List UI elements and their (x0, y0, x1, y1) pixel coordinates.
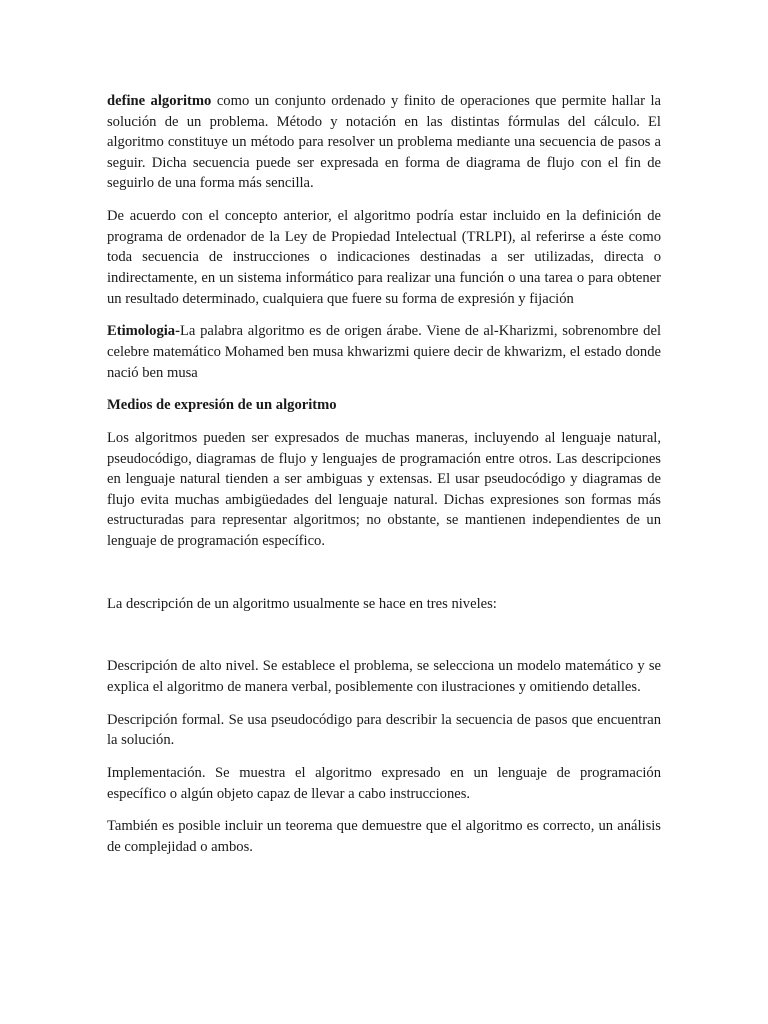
theorem-text: También es posible incluir un teorema que demuestre que el algoritmo es correcto, un análisis de complejidad o ambos. (107, 818, 661, 855)
definition-lead: define algoritmo (107, 93, 212, 109)
definition-text: como un conjunto ordenado y finito de operaciones que permite hallar la solución de un problema. Método y notación en las distintas fórmulas del cálculo. El algoritmo constituye un método para resolver un problema mediante una secuencia de pasos a seguir. Dicha secuencia puede ser expresada en forma de diagrama de flujo con el fin de seguirlo de una forma más sencilla. (107, 93, 661, 192)
paragraph-expression-means (107, 428, 661, 552)
paragraph-high-level (107, 656, 661, 697)
etymology-text: La palabra algoritmo es de origen árabe. Viene de al-Kharizmi, sobrenombre del celebre matemático Mohamed ben musa khwarizmi quiere decir de khwarizm, el estado donde nació ben musa (107, 323, 661, 381)
implementation-text: Implementación. Se muestra el algoritmo expresado en un lenguaje de programación específico o algún objeto capaz de llevar a cabo instrucciones. (107, 764, 661, 802)
paragraph-definition (107, 91, 661, 194)
expression-means-text: Los algoritmos pueden ser expresados de muchas maneras, incluyendo al lenguaje natural, pseudocódigo, diagramas de flujo y lenguajes de programación entre otros. Las descripciones en lenguaje natural tienden a ser ambiguas y extensas. El usar pseudocódigo y diagramas de flujo evita muchas ambigüedades del lenguaje natural. Dichas expresiones son formas más estructuradas para representar algoritmos; no obstante, se mantienen independientes de un lenguaje de programación específico. (107, 430, 661, 550)
high-level-text: Descripción de alto nivel. Se establece el problema, se selecciona un modelo matemático y se explica el algoritmo de manera verbal, posiblemente con ilustraciones y omitiendo detalles. (107, 658, 661, 695)
paragraph-legal-context (107, 206, 661, 309)
formal-text: Descripción formal. Se usa pseudocódigo para describir la secuencia de pasos que encuentran la solución. (107, 711, 661, 749)
paragraph-implementation (107, 763, 661, 804)
paragraph-formal (107, 710, 661, 751)
document-page (107, 91, 661, 870)
paragraph-etymology (107, 321, 661, 383)
legal-context-text: De acuerdo con el concepto anterior, el algoritmo podría estar incluido en la definición de programa de ordenador de la Ley de Propiedad Intelectual (TRLPI), al referirse a éste como toda secuencia de instrucciones o indicaciones destinadas a ser utilizadas, directa o indirectamente, en un sistema informático para realizar una función o una tarea o para obtener un resultado determinado, cualquiera que fuere su forma de expresión y fijación (107, 208, 661, 307)
paragraph-levels-intro (107, 594, 661, 615)
etymology-lead: Etimologia- (107, 323, 180, 340)
paragraph-theorem (107, 816, 661, 857)
levels-intro-text: La descripción de un algoritmo usualmente se hace en tres niveles: (107, 595, 497, 612)
section-heading: Medios de expresión de un algoritmo (107, 397, 337, 414)
